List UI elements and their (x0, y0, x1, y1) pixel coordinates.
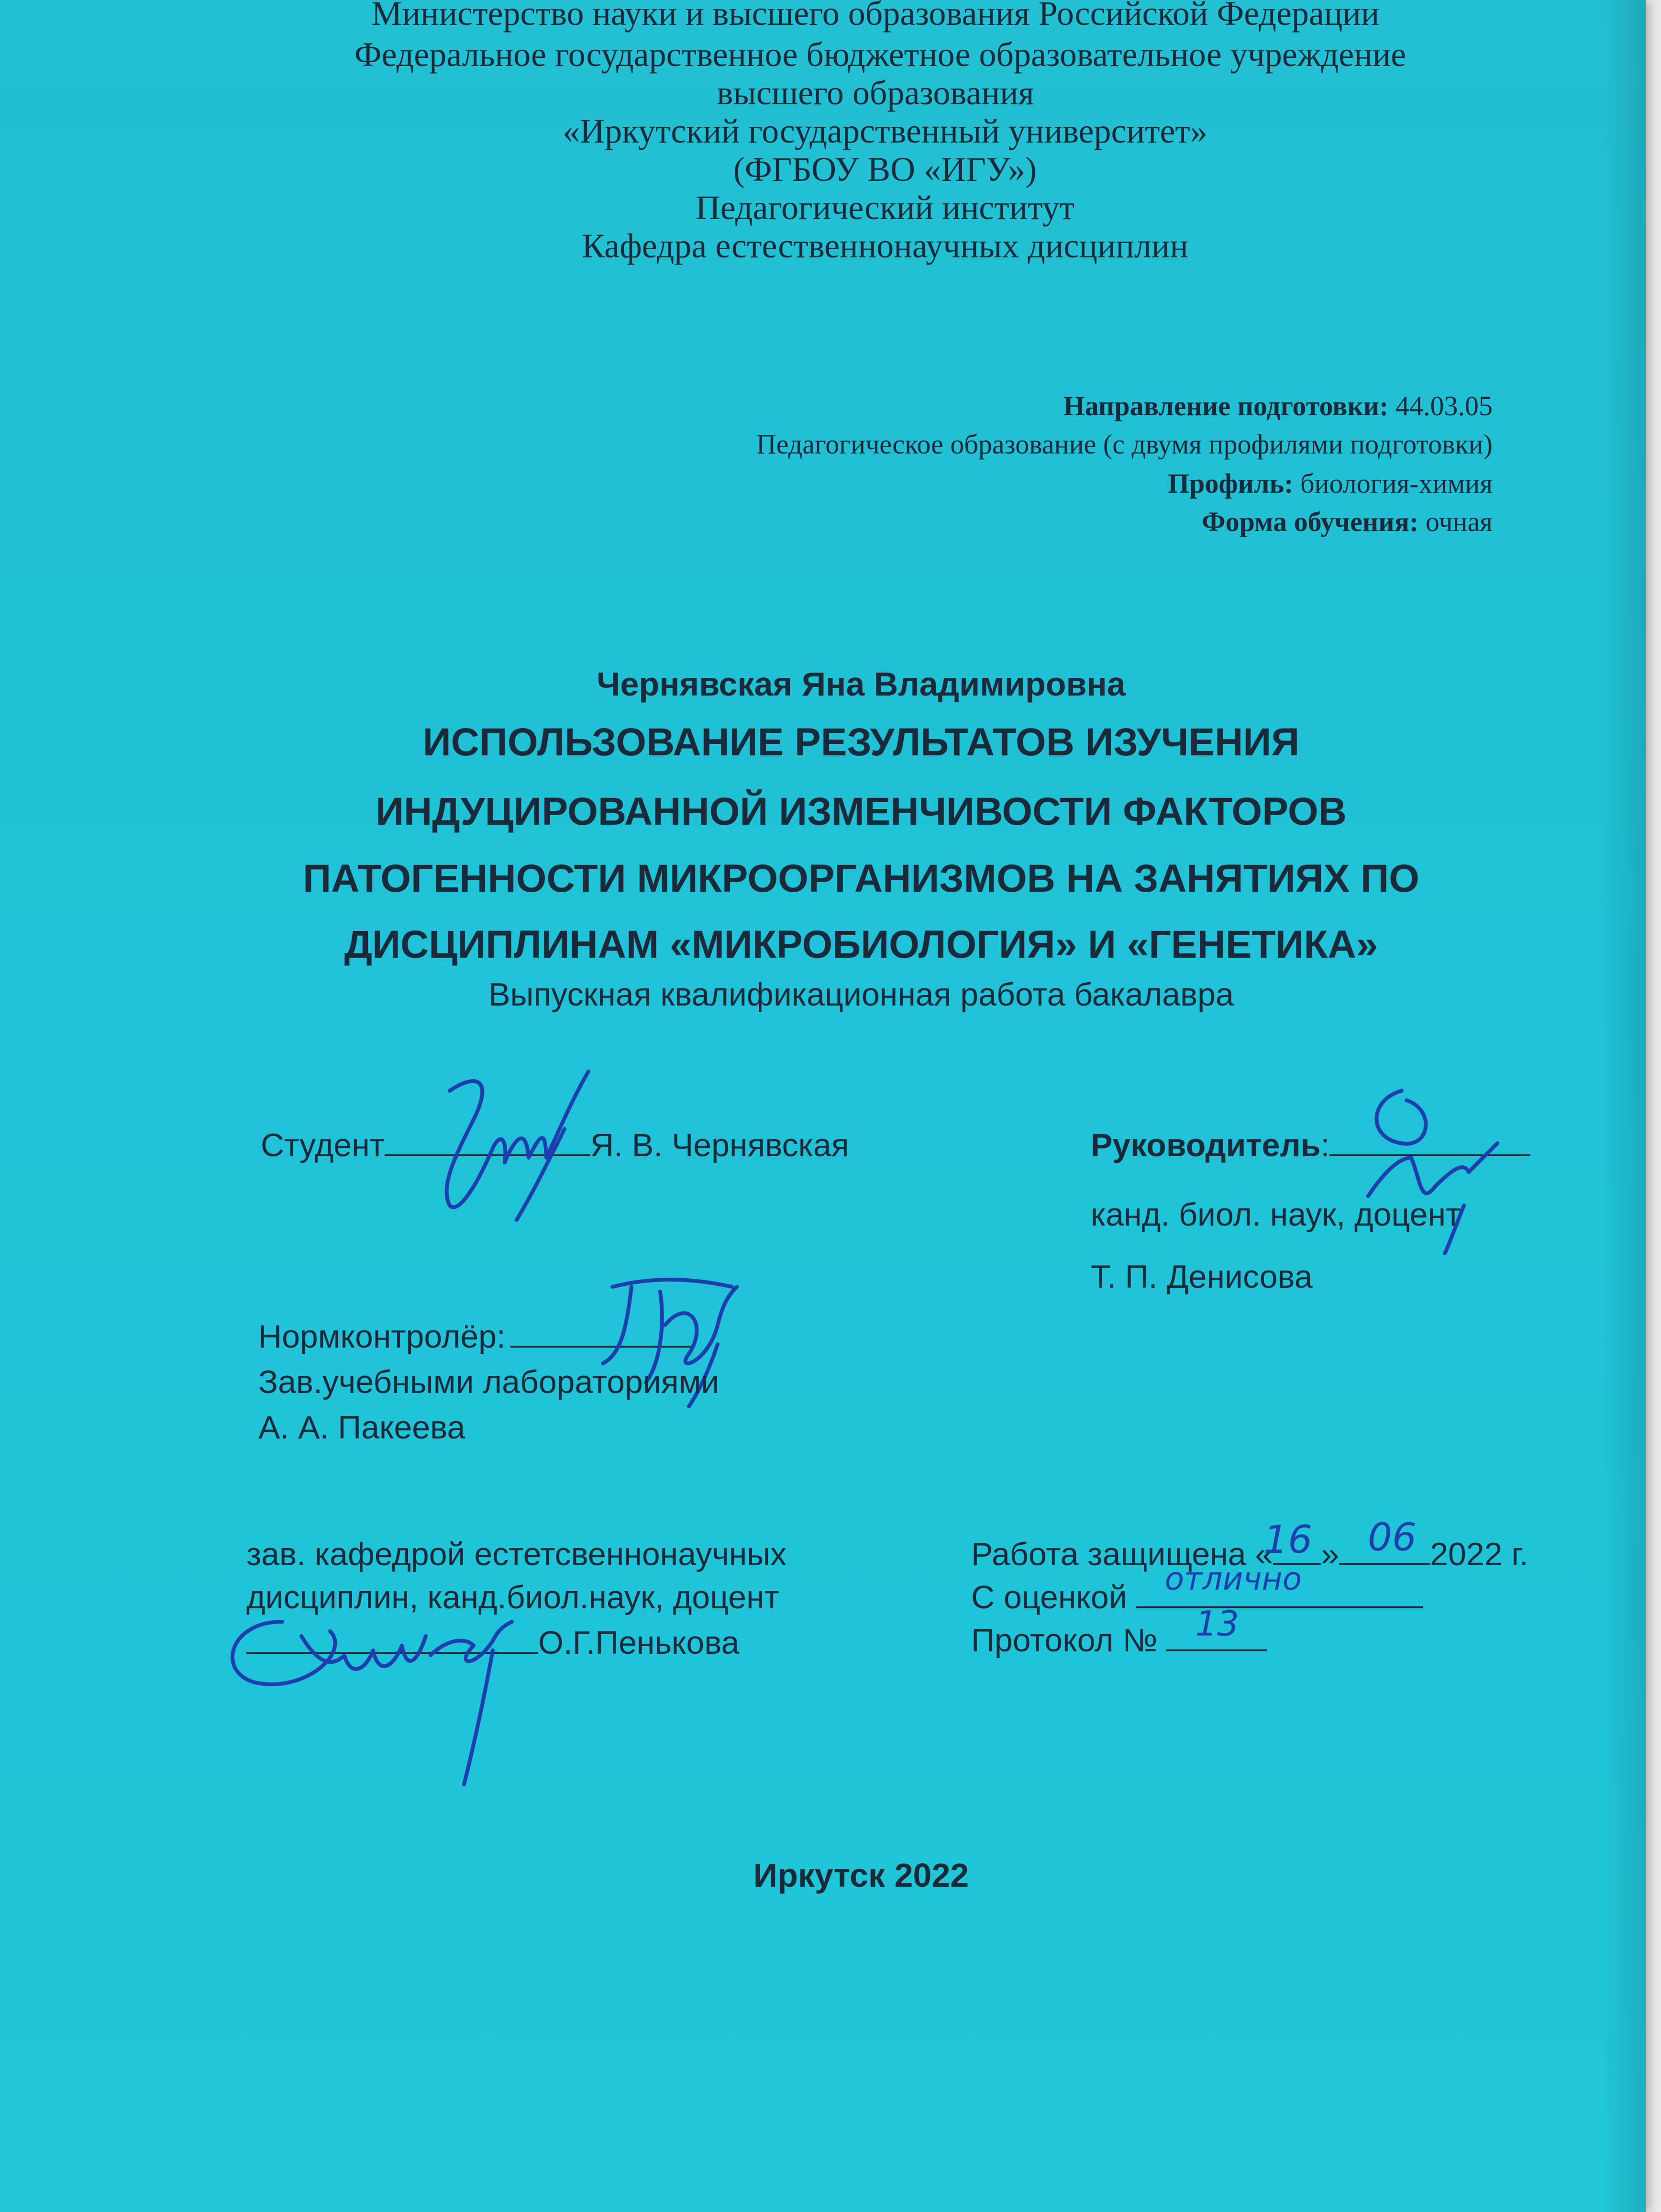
city-year: Иркутск 2022 (753, 1857, 969, 1894)
protocol-label: Протокол № (971, 1622, 1158, 1659)
profile-label: Профиль: (1168, 468, 1294, 499)
normcontrol-position: Зав.учебными лабораториями (258, 1364, 720, 1400)
head-position-line-2: дисциплин, канд.биол.наук, доцент (246, 1579, 779, 1615)
direction-label: Направление подготовки: (1063, 390, 1389, 421)
profile-value: биология-химия (1300, 468, 1493, 499)
student-name: Я. В. Чернявская (590, 1127, 849, 1163)
grade-label: С оценкой (971, 1579, 1127, 1615)
defense-month-line (1339, 1515, 1430, 1565)
direction-name: Педагогическое образование (с двумя профилями подготовки) (756, 429, 1493, 460)
student-label: Студент (261, 1127, 385, 1163)
student-signature (421, 1062, 622, 1234)
direction-code: 44.03.05 (1395, 390, 1493, 421)
defense-month: 06 (1368, 1515, 1417, 1559)
university-name: «Иркутский государственный университет» (563, 112, 1207, 150)
thesis-title-line-1: ИСПОЛЬЗОВАНИЕ РЕЗУЛЬТАТОВ ИЗУЧЕНИЯ (422, 720, 1300, 764)
protocol-line (971, 1604, 1267, 1659)
study-form-value: очная (1425, 506, 1493, 537)
protocol-value: 13 (1195, 1604, 1240, 1644)
supervisor-name: Т. П. Денисова (1091, 1259, 1313, 1295)
head-position-line-1: зав. кафедрой естетсвеннонаучных (246, 1536, 787, 1572)
normcontrol-name: А. А. Пакеева (258, 1409, 465, 1446)
education-level-line: высшего образования (717, 74, 1034, 112)
work-type: Выпускная квалификационная работа бакалавра (488, 976, 1234, 1013)
institute-name: Педагогический институт (695, 188, 1075, 227)
defense-year: 2022 г. (1430, 1536, 1528, 1572)
thesis-title-line-2: ИНДУЦИРОВАННОЙ ИЗМЕНЧИВОСТИ ФАКТОРОВ (376, 790, 1347, 833)
normcontrol-label: Нормконтролёр: (258, 1318, 506, 1355)
supervisor-degree: канд. биол. наук, доцент (1091, 1196, 1461, 1233)
profile-line (861, 470, 1493, 498)
defense-day: 16 (1263, 1517, 1313, 1562)
ministry-line: Министерство науки и высшего образования Российской Федерации (371, 0, 1380, 33)
defense-mid: » (1321, 1536, 1340, 1572)
author-name: Чернявская Яна Владимировна (597, 665, 1126, 703)
study-form-label: Форма обучения: (1201, 506, 1419, 537)
supervisor-line: Руководитель: (1091, 1127, 1530, 1164)
grade-value-line (1136, 1560, 1423, 1608)
grade-value: отлично (1164, 1560, 1302, 1597)
thesis-title-line-3: ПАТОГЕННОСТИ МИКРООРГАНИЗМОВ НА ЗАНЯТИЯХ ПО (303, 857, 1419, 900)
protocol-value-line (1166, 1604, 1267, 1651)
supervisor-label: Руководитель (1091, 1127, 1321, 1163)
head-name: О.Г.Пенькова (538, 1625, 740, 1661)
page-edge-shadow (1603, 0, 1646, 2212)
head-signature (206, 1593, 550, 1794)
university-abbr: (ФГБОУ ВО «ИГУ») (733, 150, 1037, 188)
study-form-line (861, 508, 1493, 536)
institution-type-line: Федеральное государственное бюджетное образовательное учреждение (354, 35, 1406, 74)
department-name: Кафедра естественнонаучных дисциплин (582, 227, 1188, 265)
defense-prefix: Работа защищена « (971, 1536, 1273, 1572)
direction-line (718, 392, 1493, 420)
thesis-title-line-4: ДИСЦИПЛИНАМ «МИКРОБИОЛОГИЯ» И «ГЕНЕТИКА» (344, 923, 1378, 966)
